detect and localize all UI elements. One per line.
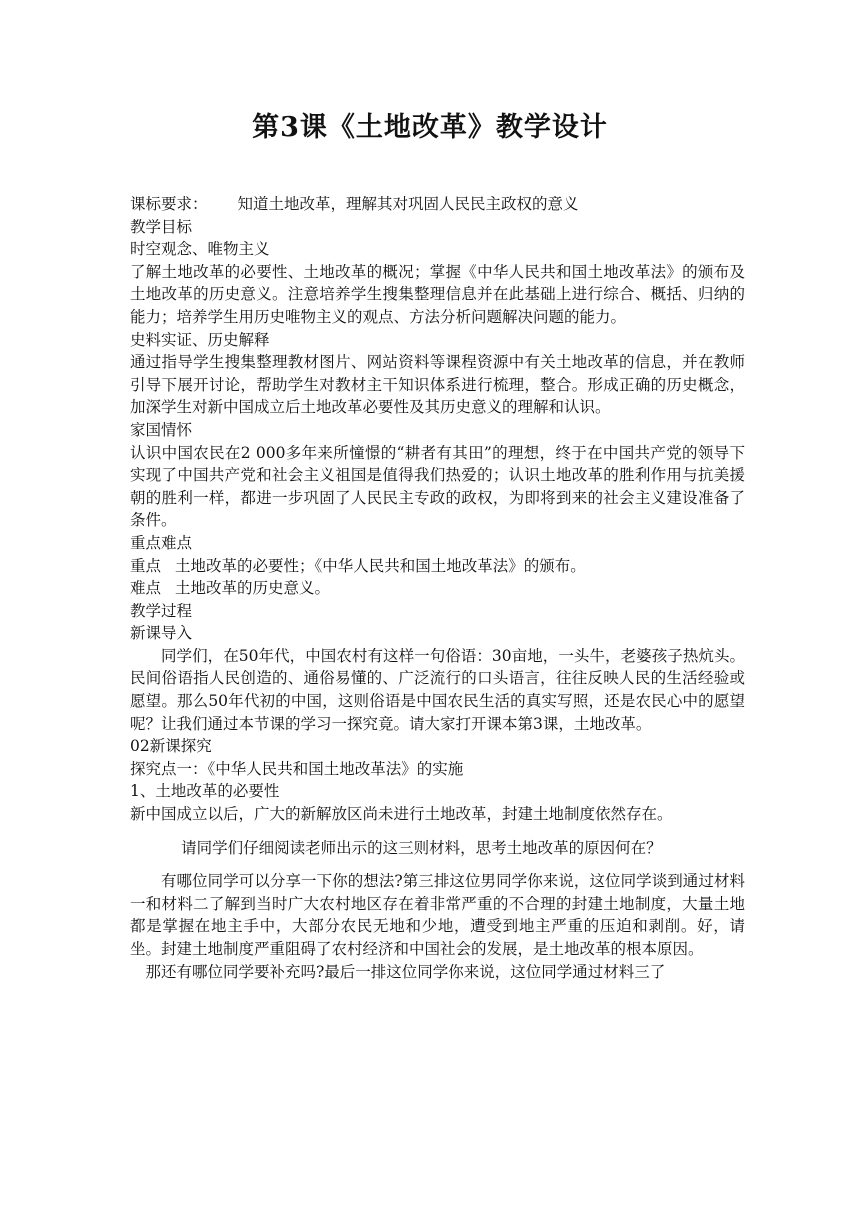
difficulty-label: 难点 xyxy=(130,579,162,598)
intro-text: 同学们，在50年代，中国农村有这样一句俗语：30亩地，一头牛，老婆孩子热炕头。民间俗语指人民创造的、通俗易懂的、广泛流行的口头语言，往往反映人民的生活经验或愿望。那么50年代初的中国，这则俗语是中国农民生活的真实写照，还是农民心中的愿望呢？让我们通过本节课的学习一探究竟。请大家打开课本第3课，土地改革。 xyxy=(130,646,745,733)
page-title: 第3课《土地改革》教学设计 xyxy=(252,112,608,143)
point1-heading: 探究点一：《中华人民共和国土地改革法》的实施 xyxy=(130,759,464,778)
sub1-text: 新中国成立以后，广大的新解放区尚未进行土地改革，封建土地制度依然存在。 xyxy=(130,805,673,824)
objective-text-1: 了解土地改革的必要性、土地改革的概况；掌握《中华人民共和国土地改革法》的颁布及土地改革的历史意义。注意培养学生搜集整理信息并在此基础上进行综合、概括、归纳的能力；培养学生用历史唯物主义的观点、方法分析问题解决问题的能力。 xyxy=(130,262,745,326)
curriculum-label: 课标要求： xyxy=(130,195,208,213)
process-heading: 教学过程 xyxy=(130,601,193,620)
difficulty-line xyxy=(130,577,745,600)
sub1-heading: 1、土地改革的必要性 xyxy=(130,782,280,801)
explore-heading: 02新课探究 xyxy=(130,737,212,756)
focus-text: 土地改革的必要性；《中华人民共和国土地改革法》的颁布。 xyxy=(175,556,586,575)
answer1-text: 有哪位同学可以分享一下你的想法?第三排这位男同学你来说，这位同学谈到通过材料一和材料二了解到当时广大农村地区存在着非常严重的不合理的封建土地制度，大量土地都是掌握在地主手中，大部分农民无地和少地，遭受到地主严重的压迫和剥削。好，请坐。封建土地制度严重阻碍了农村经济和中国社会的发展，是土地改革的根本原因。 xyxy=(130,872,745,958)
answer2-text: 那还有哪位同学要补充吗?最后一排这位同学你来说，这位同学通过材料三了 xyxy=(145,962,666,981)
objective-text-2: 通过指导学生搜集整理教材图片、网站资料等课程资源中有关土地改革的信息，并在教师引导下展开讨论，帮助学生对教材主干知识体系进行梳理，整合。形成正确的历史概念，加深学生对新中国成立后土地改革必要性及其历史意义的理解和认识。 xyxy=(130,353,745,417)
intro-heading: 新课导入 xyxy=(130,624,193,643)
difficulty-text: 土地改革的历史意义。 xyxy=(175,579,331,598)
objective-heading-3: 家国情怀 xyxy=(130,420,193,439)
keypoints-heading: 重点难点 xyxy=(130,533,193,552)
document-body xyxy=(130,193,745,983)
objectives-heading: 教学目标 xyxy=(130,217,193,236)
objective-heading-2: 史料实证、历史解释 xyxy=(130,330,270,349)
objective-text-3: 认识中国农民在2 000多年来所憧憬的“耕者有其田”的理想，终于在中国共产党的领导下实现了中国共产党和社会主义祖国是值得我们热爱的；认识土地改革的胜利作用与抗美援朝的胜利一样，都进一步巩固了人民民主专政的政权，为即将到来的社会主义建设准备了条件。 xyxy=(130,443,745,530)
curriculum-requirement xyxy=(130,193,745,216)
objective-heading-1: 时空观念、唯物主义 xyxy=(130,240,270,259)
focus-line xyxy=(130,555,745,578)
curriculum-text: 知道土地改革，理解其对巩固人民民主政权的意义 xyxy=(237,195,579,213)
prompt-text: 请同学们仔细阅读老师出示的这三则材料，思考土地改革的原因何在？ xyxy=(181,838,662,857)
focus-label: 重点 xyxy=(130,556,162,575)
